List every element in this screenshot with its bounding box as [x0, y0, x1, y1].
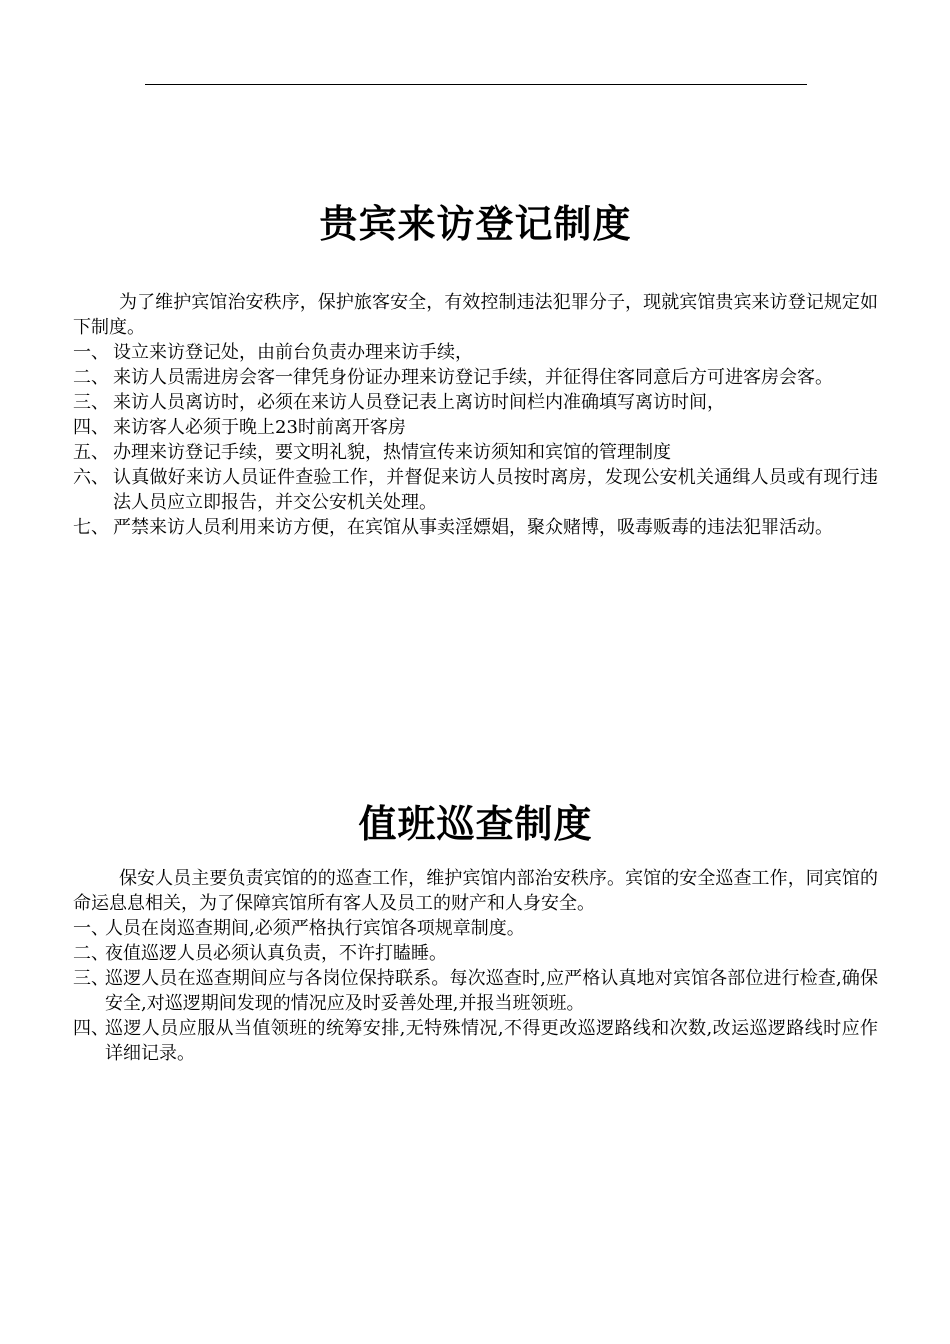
rule-item: [73, 916, 878, 941]
rule-number: 三、: [73, 968, 109, 989]
rule-number: 六、: [73, 467, 109, 488]
rule-item: [73, 966, 878, 1016]
section-title-visitor-registration: 贵宾来访登记制度: [319, 202, 632, 246]
rule-number: 七、: [73, 517, 109, 538]
intro-paragraph: 保安人员主要负责宾馆的的巡查工作，维护宾馆内部治安秩序。宾馆的安全巡查工作，同宾馆的命运息息相关，为了保障宾馆所有客人及员工的财产和人身安全。: [73, 868, 878, 914]
rule-item: [73, 465, 878, 515]
rule-text: 巡逻人员在巡查期间应与各岗位保持联系。每次巡查时,应严格认真地对宾馆各部位进行检查,确保安全,对巡逻期间发现的情况应及时妥善处理,并报当班领班。: [105, 968, 878, 1014]
rule-text: 来访人员需进房会客一律凭身份证办理来访登记手续，并征得住客同意后方可进客房会客。: [113, 367, 833, 388]
rule-number: 一、: [73, 342, 109, 363]
header-rule: [145, 84, 807, 85]
rule-number: 四、: [73, 417, 109, 438]
rule-text: 严禁来访人员利用来访方便，在宾馆从事卖淫嫖娼，聚众赌博，吸毒贩毒的违法犯罪活动。: [113, 517, 833, 538]
rule-text: 认真做好来访人员证件查验工作，并督促来访人员按时离房，发现公安机关通缉人员或有现行违法人员应立即报告，并交公安机关处理。: [113, 467, 878, 513]
duty-patrol-section: [73, 796, 878, 1066]
rule-number: 五、: [73, 442, 109, 463]
rule-text: 来访客人必须于晚上23时前离开客房: [113, 417, 406, 438]
rule-text: 人员在岗巡查期间,必须严格执行宾馆各项规章制度。: [105, 918, 525, 939]
rule-item: [73, 365, 878, 390]
rule-text: 办理来访登记手续，要文明礼貌，热情宣传来访须知和宾馆的管理制度: [113, 442, 671, 463]
rule-item: [73, 515, 878, 540]
rule-text: 夜值巡逻人员必须认真负责，不许打瞌睡。: [105, 943, 447, 964]
section-title-duty-patrol: 值班巡查制度: [358, 802, 593, 846]
rule-item: [73, 415, 878, 440]
rule-text: 来访人员离访时，必须在来访人员登记表上离访时间栏内准确填写离访时间，: [113, 392, 725, 413]
rule-text: 设立来访登记处，由前台负责办理来访手续，: [113, 342, 473, 363]
section-body: [73, 866, 878, 1066]
visitor-registration-section: [73, 196, 878, 540]
intro-paragraph: 为了维护宾馆治安秩序，保护旅客安全，有效控制违法犯罪分子，现就宾馆贵宾来访登记规定如下制度。: [73, 292, 878, 338]
section-body: [73, 290, 878, 540]
rule-item: [73, 340, 878, 365]
rule-number: 二、: [73, 367, 109, 388]
rule-number: 一、: [73, 918, 109, 939]
rule-item: [73, 941, 878, 966]
rule-item: [73, 390, 878, 415]
rule-number: 三、: [73, 392, 109, 413]
rule-number: 四、: [73, 1018, 109, 1039]
rule-item: [73, 1016, 878, 1066]
rule-text: 巡逻人员应服从当值领班的统筹安排,无特殊情况,不得更改巡逻路线和次数,改运巡逻路线时应作详细记录。: [105, 1018, 878, 1064]
rule-number: 二、: [73, 943, 109, 964]
rule-item: [73, 440, 878, 465]
